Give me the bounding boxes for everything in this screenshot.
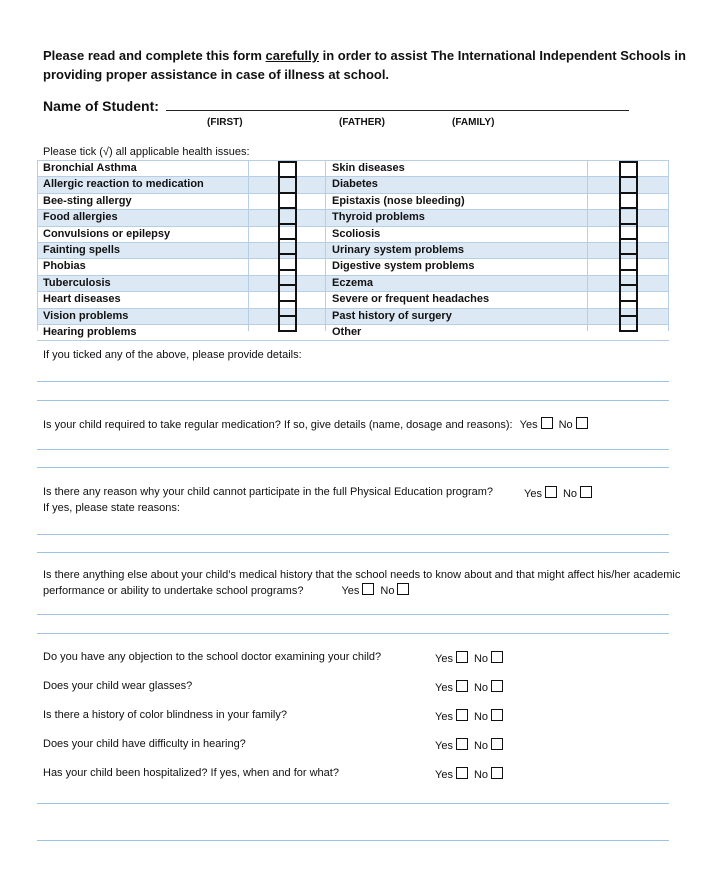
student-name-blank[interactable] — [166, 98, 629, 111]
checkbox-edge — [619, 269, 638, 271]
no-checkbox[interactable] — [491, 709, 503, 721]
checkbox-edge — [619, 284, 638, 286]
medication-question: Is your child required to take regular medication? If so, give details (name, dosage and reasons): Yes No — [43, 417, 594, 431]
color-blind-question: Is there a history of color blindness in your family? — [43, 709, 287, 721]
checkbox-edge — [278, 176, 297, 178]
table-row — [37, 161, 669, 177]
medication-no-checkbox[interactable] — [576, 417, 588, 429]
answer-line[interactable] — [37, 400, 669, 401]
checkbox-edge — [278, 284, 297, 286]
pe-no-checkbox[interactable] — [580, 486, 592, 498]
table-border-left — [37, 161, 38, 331]
first-name-caption: (FIRST) — [207, 117, 243, 128]
hearing-yes-no: Yes No — [435, 738, 509, 752]
checkbox-edge — [278, 207, 297, 209]
health-issue-label: Vision problems — [43, 309, 129, 322]
answer-line[interactable] — [37, 803, 669, 804]
checkbox-edge — [278, 300, 297, 302]
answer-line[interactable] — [37, 534, 669, 535]
health-issue-label: Tuberculosis — [43, 276, 111, 289]
hospitalized-question: Has your child been hospitalized? If yes, when and for what? — [43, 767, 339, 779]
medication-yes-checkbox[interactable] — [541, 417, 553, 429]
family-name-caption: (FAMILY) — [452, 117, 495, 128]
health-issue-label: Skin diseases — [332, 162, 405, 174]
table-row — [37, 309, 669, 325]
medical-history-question: Is there anything else about your child’s medical history that the school needs to know about and that might affect his/her academic — [43, 569, 681, 581]
checkbox-edge — [619, 223, 638, 225]
pe-reason-prompt: If yes, please state reasons: — [43, 502, 180, 514]
details-question: If you ticked any of the above, please provide details: — [43, 349, 302, 361]
yes-checkbox[interactable] — [456, 767, 468, 779]
checkbox-edge — [278, 269, 297, 271]
checkbox-edge — [619, 300, 638, 302]
no-checkbox[interactable] — [491, 738, 503, 750]
table-row — [37, 292, 669, 308]
health-issue-label: Heart diseases — [43, 293, 121, 306]
table-row — [37, 210, 669, 226]
health-issue-label: Epistaxis (nose bleeding) — [332, 194, 465, 207]
checkbox-edge — [278, 315, 297, 317]
health-issue-label: Thyroid problems — [332, 211, 425, 224]
history-yes-no: Yes No — [341, 585, 415, 597]
glasses-yes-no: Yes No — [435, 680, 509, 694]
pe-question: Is there any reason why your child cannot participate in the full Physical Education program? — [43, 486, 494, 498]
health-issue-label: Urinary system problems — [332, 243, 465, 256]
medication-yes-no: Yes No — [520, 419, 594, 431]
health-issue-label: Convulsions or epilepsy — [43, 227, 171, 240]
checkbox-edge — [619, 176, 638, 178]
pe-yes-no: Yes No — [524, 486, 598, 500]
intro-line-2: providing proper assistance in case of illness at school. — [43, 67, 390, 82]
pe-yes-checkbox[interactable] — [545, 486, 557, 498]
table-divider — [325, 161, 326, 331]
health-issue-label: Food allergies — [43, 211, 118, 224]
health-issues-table — [37, 161, 669, 341]
no-checkbox[interactable] — [491, 651, 503, 663]
checkbox-edge — [619, 161, 638, 163]
health-issue-label: Phobias — [43, 260, 86, 273]
table-divider — [587, 161, 588, 331]
health-issue-label: Allergic reaction to medication — [43, 178, 204, 191]
checkbox-edge — [278, 192, 297, 194]
table-row — [37, 227, 669, 243]
checkbox-edge — [278, 161, 297, 163]
table-row — [37, 177, 669, 193]
answer-line[interactable] — [37, 381, 669, 382]
checkbox-edge — [619, 207, 638, 209]
answer-line[interactable] — [37, 552, 669, 553]
table-row — [37, 259, 669, 275]
history-no-checkbox[interactable] — [397, 583, 409, 595]
health-issue-label: Digestive system problems — [332, 260, 475, 273]
health-issue-label: Bronchial Asthma — [43, 162, 137, 174]
doctor-yes-no: Yes No — [435, 651, 509, 665]
form-intro — [43, 46, 715, 84]
answer-line[interactable] — [37, 467, 669, 468]
checkbox-edge — [278, 253, 297, 255]
intro-line-1: Please read and complete this form carefully in order to assist The International Independent Schools in — [43, 48, 686, 63]
table-border-right — [668, 161, 669, 331]
checkbox-edge — [278, 238, 297, 240]
health-issue-label: Eczema — [332, 276, 373, 289]
table-divider — [248, 161, 249, 331]
tick-instruction: Please tick (√) all applicable health issues: — [43, 146, 250, 158]
student-name-field[interactable] — [43, 98, 629, 114]
yes-checkbox[interactable] — [456, 651, 468, 663]
checkbox-edge — [619, 192, 638, 194]
table-row — [37, 325, 669, 341]
answer-line[interactable] — [37, 614, 669, 615]
no-checkbox[interactable] — [491, 680, 503, 692]
right-checkbox-column[interactable] — [619, 161, 638, 331]
answer-line[interactable] — [37, 633, 669, 634]
left-checkbox-column[interactable] — [278, 161, 297, 331]
yes-checkbox[interactable] — [456, 738, 468, 750]
glasses-question: Does your child wear glasses? — [43, 680, 193, 692]
health-issue-label: Fainting spells — [43, 243, 121, 256]
health-issue-label: Other — [332, 325, 362, 338]
hearing-question: Does your child have difficulty in hearing? — [43, 738, 246, 750]
answer-line[interactable] — [37, 449, 669, 450]
checkbox-edge — [619, 330, 638, 332]
checkbox-edge — [278, 223, 297, 225]
table-row — [37, 194, 669, 210]
emphasis-carefully: carefully — [265, 48, 320, 63]
color-blind-yes-no: Yes No — [435, 709, 509, 723]
no-checkbox[interactable] — [491, 767, 503, 779]
medical-history-question-cont: performance or ability to undertake school programs? Yes No — [43, 583, 415, 597]
checkbox-edge — [278, 330, 297, 332]
yes-checkbox[interactable] — [456, 709, 468, 721]
father-name-caption: (FATHER) — [339, 117, 385, 128]
table-row — [37, 243, 669, 259]
health-issue-label: Diabetes — [332, 178, 378, 191]
answer-line[interactable] — [37, 840, 669, 841]
health-issue-label: Past history of surgery — [332, 309, 452, 322]
health-issue-label: Hearing problems — [43, 325, 137, 338]
doctor-question: Do you have any objection to the school doctor examining your child? — [43, 651, 382, 663]
history-yes-checkbox[interactable] — [362, 583, 374, 595]
hospitalized-yes-no: Yes No — [435, 767, 509, 781]
health-issue-label: Scoliosis — [332, 227, 381, 240]
table-row — [37, 276, 669, 292]
checkbox-edge — [619, 238, 638, 240]
health-issue-label: Bee-sting allergy — [43, 194, 132, 207]
student-name-label: Name of Student: — [43, 98, 163, 114]
checkbox-edge — [619, 253, 638, 255]
health-issue-label: Severe or frequent headaches — [332, 293, 490, 306]
yes-checkbox[interactable] — [456, 680, 468, 692]
checkbox-edge — [619, 315, 638, 317]
